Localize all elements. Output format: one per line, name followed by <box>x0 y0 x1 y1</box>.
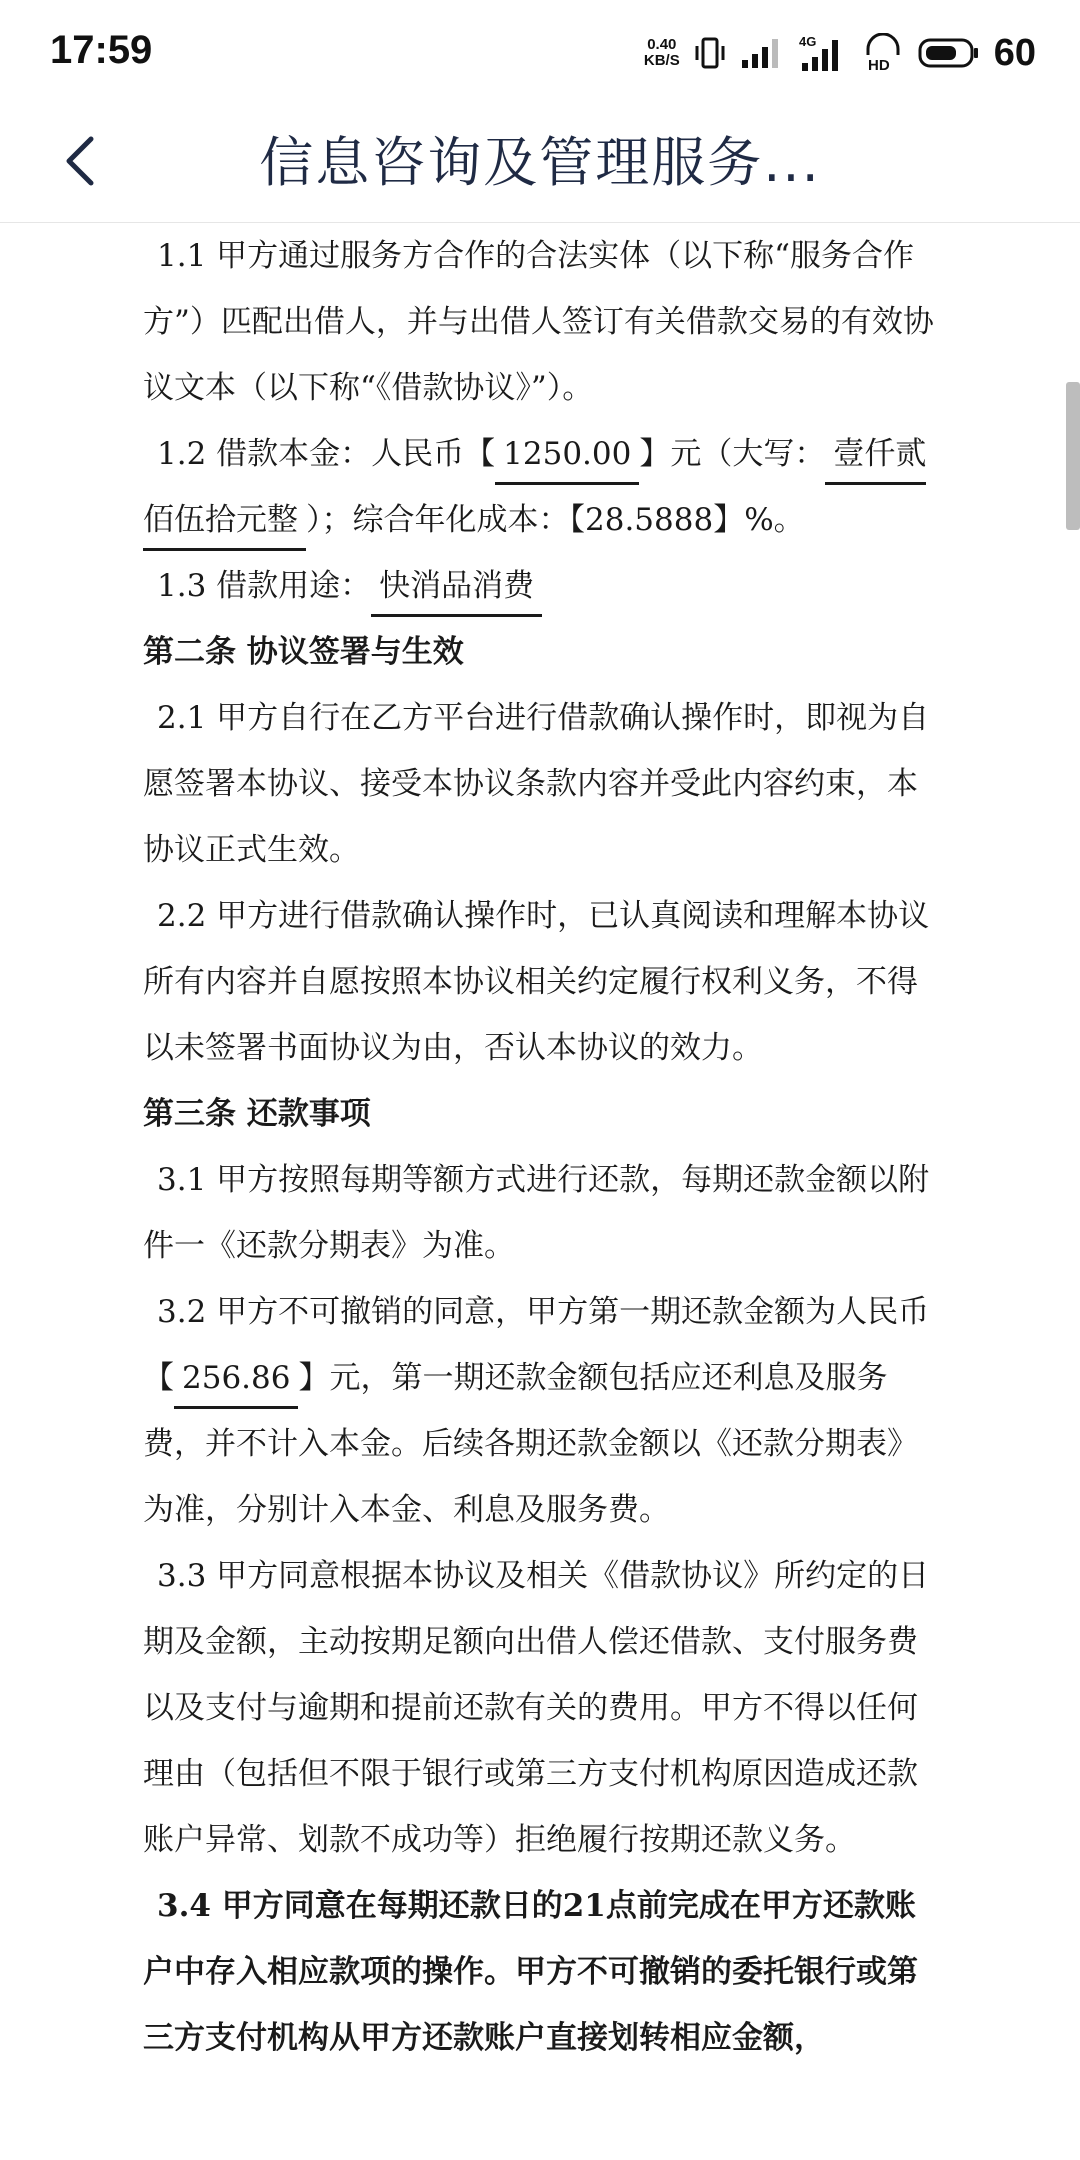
page-title: 信息咨询及管理服务... <box>259 131 821 194</box>
first-repayment-amount: 256.86 <box>174 1360 298 1409</box>
clause-1-2-suffix: ）；综合年化成本：【28.5888】%。 <box>306 502 805 538</box>
section-3-heading: 第三条 还款事项 <box>143 1096 371 1132</box>
clause-3-2-suffix: 】元，第一期还款金额包括应还利息及服务费，并不计入本金。后续各期还款金额以《还款分期表》为准，分别计入本金、利息及服务费。 <box>143 1360 918 1528</box>
clause-3-1: 3.1 甲方按照每期等额方式进行还款，每期还款金额以附件一《还款分期表》为准。 <box>143 1162 930 1264</box>
nav-bar <box>0 100 1080 223</box>
clause-2-1: 2.1 甲方自行在乙方平台进行借款确认操作时，即视为自愿签署本协议、接受本协议条款内容并受此内容约束，本协议正式生效。 <box>143 700 930 868</box>
section-2-heading: 第二条 协议签署与生效 <box>143 634 464 670</box>
battery-icon <box>918 36 980 70</box>
status-bar <box>0 0 1080 100</box>
signal-icon <box>740 36 784 70</box>
scrollbar-thumb[interactable] <box>1066 382 1080 530</box>
clause-1-2-prefix: 1.2 借款本金：人民币【 <box>157 436 496 472</box>
clause-3-4: 3.4 甲方同意在每期还款日的21点前完成在甲方还款账户中存入相应款项的操作。甲方不可撤销的委托银行或第三方支付机构从甲方还款账户直接划转相应金额， <box>143 1888 918 2056</box>
clause-3-2 <box>143 1279 943 1543</box>
loan-principal-words: 壹仟贰佰伍拾元整 <box>143 436 926 551</box>
signal-4g-icon <box>798 33 848 73</box>
hd-voice-icon <box>862 33 904 73</box>
clause-2-2: 2.2 甲方进行借款确认操作时，已认真阅读和理解本协议所有内容并自愿按照本协议相关约定履行权利义务，不得以未签署书面协议为由，否认本协议的效力。 <box>143 898 930 1066</box>
clause-3-3: 3.3 甲方同意根据本协议及相关《借款协议》所约定的日期及金额，主动按期足额向出借人偿还借款、支付服务费以及支付与逾期和提前还款有关的费用。甲方不得以任何理由（包括但不限于银行或第三方支付机构原因造成还款账户异常、划款不成功等）拒绝履行按期还款义务。 <box>143 1558 930 1858</box>
status-time: 17:59 <box>50 28 153 72</box>
svg-text:HD: HD <box>867 57 890 73</box>
loan-purpose: 快消品消费 <box>371 568 542 617</box>
agreement-content <box>143 223 943 2071</box>
battery-level: 60 <box>993 31 1036 74</box>
clause-1-2-middle: 】元（大写： <box>639 436 826 472</box>
vibrate-icon <box>694 36 726 70</box>
status-icons <box>644 28 1036 78</box>
clause-1-1: 1.1 甲方通过服务方合作的合法实体（以下称“服务合作方”）匹配出借人，并与出借人签订有关借款交易的有效协议文本（以下称“《借款协议》”）。 <box>143 238 934 406</box>
clause-1-3-prefix: 1.3 借款用途： <box>157 568 372 604</box>
network-speed-value: 0.40 <box>647 36 677 53</box>
network-speed <box>644 37 680 69</box>
svg-text:4G: 4G <box>798 34 817 49</box>
clause-3-2-prefix: 3.2 甲方不可撤销的同意，甲方第一期还款金额为人民币【 <box>143 1294 930 1396</box>
clause-1-3 <box>143 553 943 619</box>
clause-1-2 <box>143 421 943 553</box>
loan-principal-amount: 1250.00 <box>495 436 639 485</box>
network-speed-unit: KB/S <box>643 52 680 69</box>
